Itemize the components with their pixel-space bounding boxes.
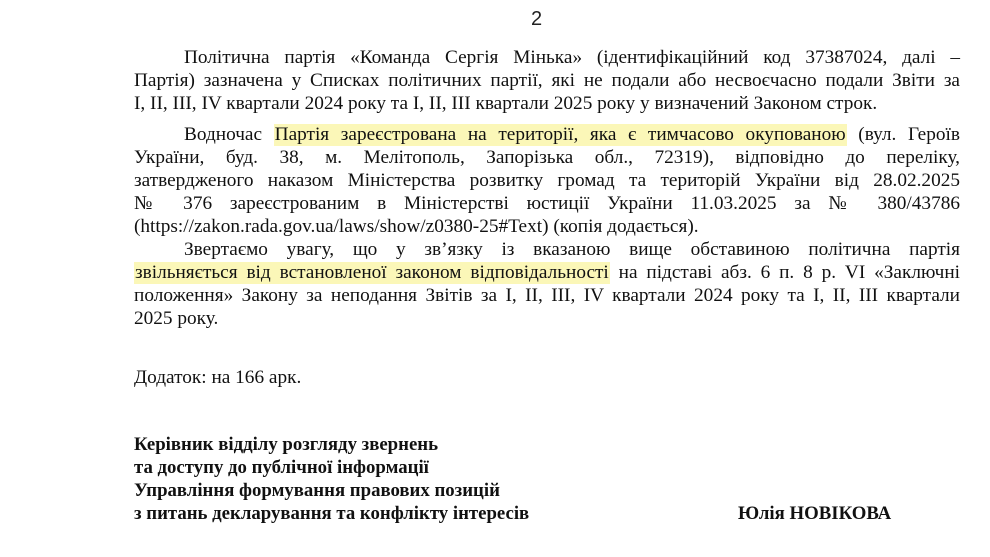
signature-position-line: Управління формування правових позицій	[134, 480, 500, 501]
text-segment: (вул. Героїв	[846, 124, 960, 145]
paragraph-occupied-territory	[134, 123, 960, 238]
text-line: (https://zakon.rada.gov.ua/laws/show/z0380-25#Text) (копія додається).	[134, 216, 699, 237]
text-line: 2025 року.	[134, 308, 219, 329]
page-number: 2	[531, 8, 543, 30]
text-segment: Водночас	[184, 124, 274, 145]
text-line	[134, 261, 960, 284]
text-line: Політична партія «Команда Сергія Мінька» (ідентифікаційний код 37387024, далі –	[184, 47, 960, 68]
paragraph-liability-exemption	[134, 238, 960, 330]
text-segment: на підставі абз. 6 п. 8 р. VI «Заключні	[609, 262, 961, 283]
highlighted-text: звільняється від встановленої законом відповідальності	[135, 262, 609, 283]
paragraph-party-status	[134, 46, 960, 115]
text-line: № 376 зареєстрованим в Міністерстві юстиції України 11.03.2025 за № 380/43786	[134, 193, 960, 214]
text-line: положення» Закону за неподання Звітів за I, II, III, IV квартали 2024 року та I, II, III квартали	[134, 285, 960, 306]
text-line: Партія) зазначена у Списках політичних партії, які не подали або несвоєчасно подали Звіти за	[134, 70, 960, 91]
text-line: I, II, III, IV квартали 2024 року та I, II, III квартали 2025 року у визначений Законом строк.	[134, 93, 878, 114]
appendix-note: Додаток: на 166 арк.	[134, 367, 302, 388]
text-line: затвердженого наказом Міністерства розвитку громад та територій України від 28.02.2025	[134, 170, 960, 191]
signature-position-line: Керівник відділу розгляду звернень	[134, 434, 439, 455]
highlighted-text: Партія зареєстрована на території, яка є тимчасово окупованою	[274, 124, 846, 145]
signature-position-line: та доступу до публічної інформації	[134, 457, 429, 478]
signature-position	[134, 433, 529, 525]
text-line: України, буд. 38, м. Мелітополь, Запорізька обл., 72319), відповідно до переліку,	[134, 147, 960, 168]
text-line: Звертаємо увагу, що у зв’язку із вказаною вище обставиною політична партія	[184, 239, 960, 260]
signer-name: Юлія НОВІКОВА	[738, 503, 892, 524]
signature-position-line: з питань декларування та конфлікту інтересів	[134, 503, 530, 524]
text-line	[134, 123, 960, 146]
